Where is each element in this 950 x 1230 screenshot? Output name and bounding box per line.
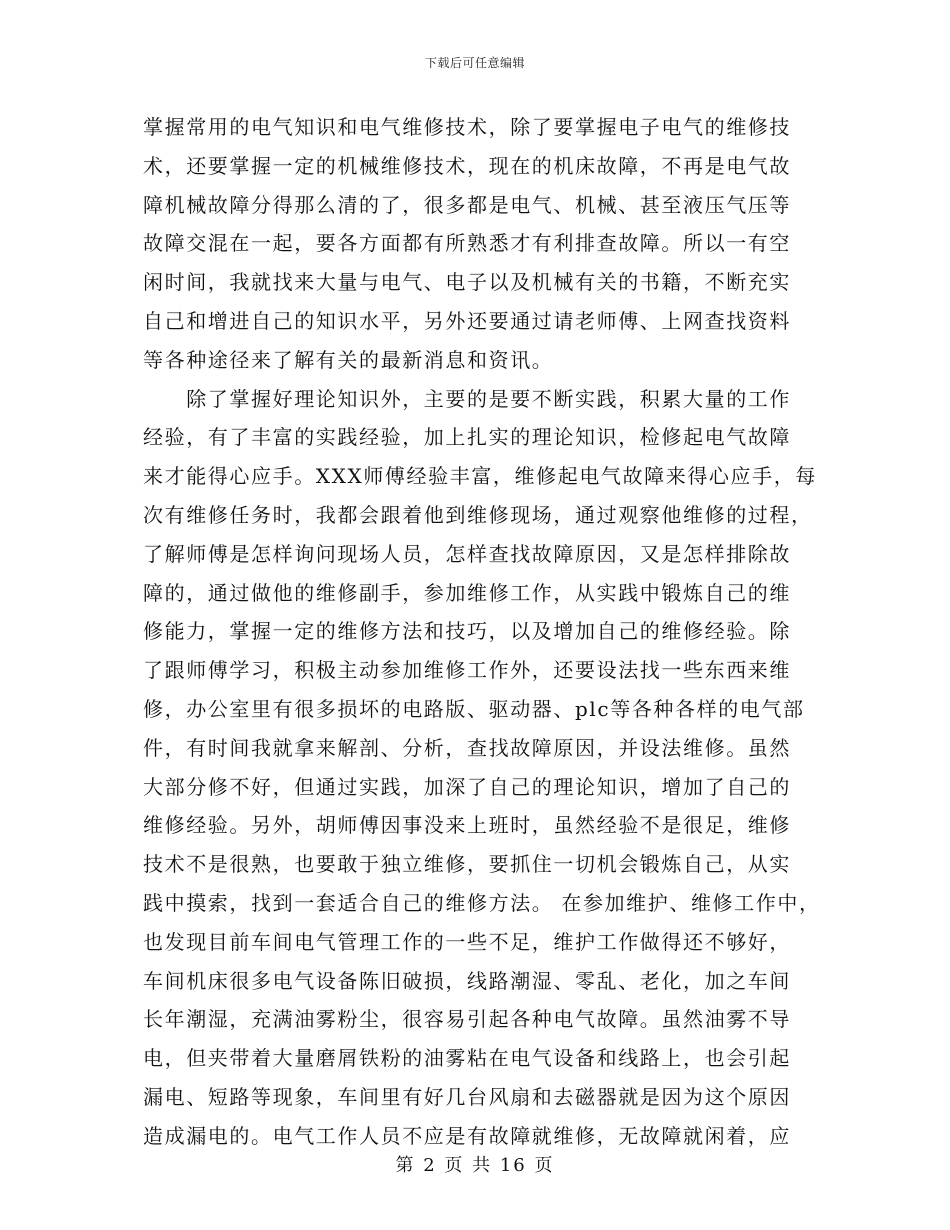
text-line: 维修经验。另外，胡师傅因事没来上班时，虽然经验不是很足，维修 — [143, 813, 791, 838]
text-line: 件，有时间我就拿来解剖、分析，查找故障原因，并设法维修。虽然 — [143, 735, 791, 760]
body-text — [143, 108, 823, 1156]
page-header: 下载后可任意编辑 — [424, 56, 525, 70]
text-line: 漏电、短路等现象，车间里有好几台风扇和去磁器就是因为这个原因 — [143, 1084, 791, 1109]
text-line: 也发现目前车间电气管理工作的一些不足，维护工作做得还不够好， — [143, 929, 791, 954]
text-line: 等各种途径来了解有关的最新消息和资讯。 — [143, 347, 554, 372]
text-line: 造成漏电的。电气工作人员不应是有故障就维修，无故障就闲着，应 — [143, 1123, 791, 1148]
text-line: 技术不是很熟，也要敢于独立维修，要抓住一切机会锻炼自己，从实 — [143, 852, 791, 877]
text-line: 了解师傅是怎样询问现场人员，怎样查找故障原因，又是怎样排除故 — [143, 541, 791, 566]
text-line: 修能力，掌握一定的维修方法和技巧，以及增加自己的维修经验。除 — [143, 619, 791, 644]
text-line: 修，办公室里有很多损坏的电路版、驱动器、plc等各种各样的电气部 — [143, 696, 805, 721]
text-line: 掌握常用的电气知识和电气维修技术，除了要掌握电子电气的维修技 — [143, 115, 791, 139]
text-line: 闲时间，我就找来大量与电气、电子以及机械有关的书籍，不断充实 — [143, 270, 791, 295]
text-line: 车间机床很多电气设备陈旧破损，线路潮湿、零乱、老化，加之车间 — [143, 968, 791, 993]
text-line: 经验，有了丰富的实践经验，加上扎实的理论知识，检修起电气故障 — [143, 425, 791, 450]
text-line: 大部分修不好，但通过实践，加深了自己的理论知识，增加了自己的 — [143, 774, 791, 799]
text-line: 术，还要掌握一定的机械维修技术，现在的机床故障，不再是电气故 — [143, 153, 791, 178]
text-line: 障的，通过做他的维修副手，参加维修工作，从实践中锻炼自己的维 — [143, 580, 791, 605]
page-number-footer: 第 2 页 共 16 页 — [395, 1155, 555, 1176]
text-line: 障机械故障分得那么清的了，很多都是电气、机械、甚至液压气压等 — [143, 192, 791, 217]
text-line: 了跟师傅学习，积极主动参加维修工作外，还要设法找一些东西来维 — [143, 658, 791, 683]
text-line: 践中摸索，找到一套适合自己的维修方法。 在参加维护、维修工作中， — [143, 890, 821, 915]
text-line: 电，但夹带着大量磨屑铁粉的油雾粘在电气设备和线路上，也会引起 — [143, 1046, 791, 1071]
paragraph-start-line: 除了掌握好理论知识外，主要的是要不断实践，积累大量的工作 — [143, 386, 791, 411]
text-line: 自己和增进自己的知识水平，另外还要通过请老师傅、上网查找资料 — [143, 308, 791, 333]
text-line: 来才能得心应手。XXX师傅经验丰富，维修起电气故障来得心应手，每 — [143, 464, 817, 489]
text-line: 长年潮湿，充满油雾粉尘，很容易引起各种电气故障。虽然油雾不导 — [143, 1007, 791, 1032]
text-line: 故障交混在一起，要各方面都有所熟悉才有利排查故障。所以一有空 — [143, 231, 791, 256]
text-line: 次有维修任务时，我都会跟着他到维修现场，通过观察他维修的过程， — [143, 502, 813, 527]
